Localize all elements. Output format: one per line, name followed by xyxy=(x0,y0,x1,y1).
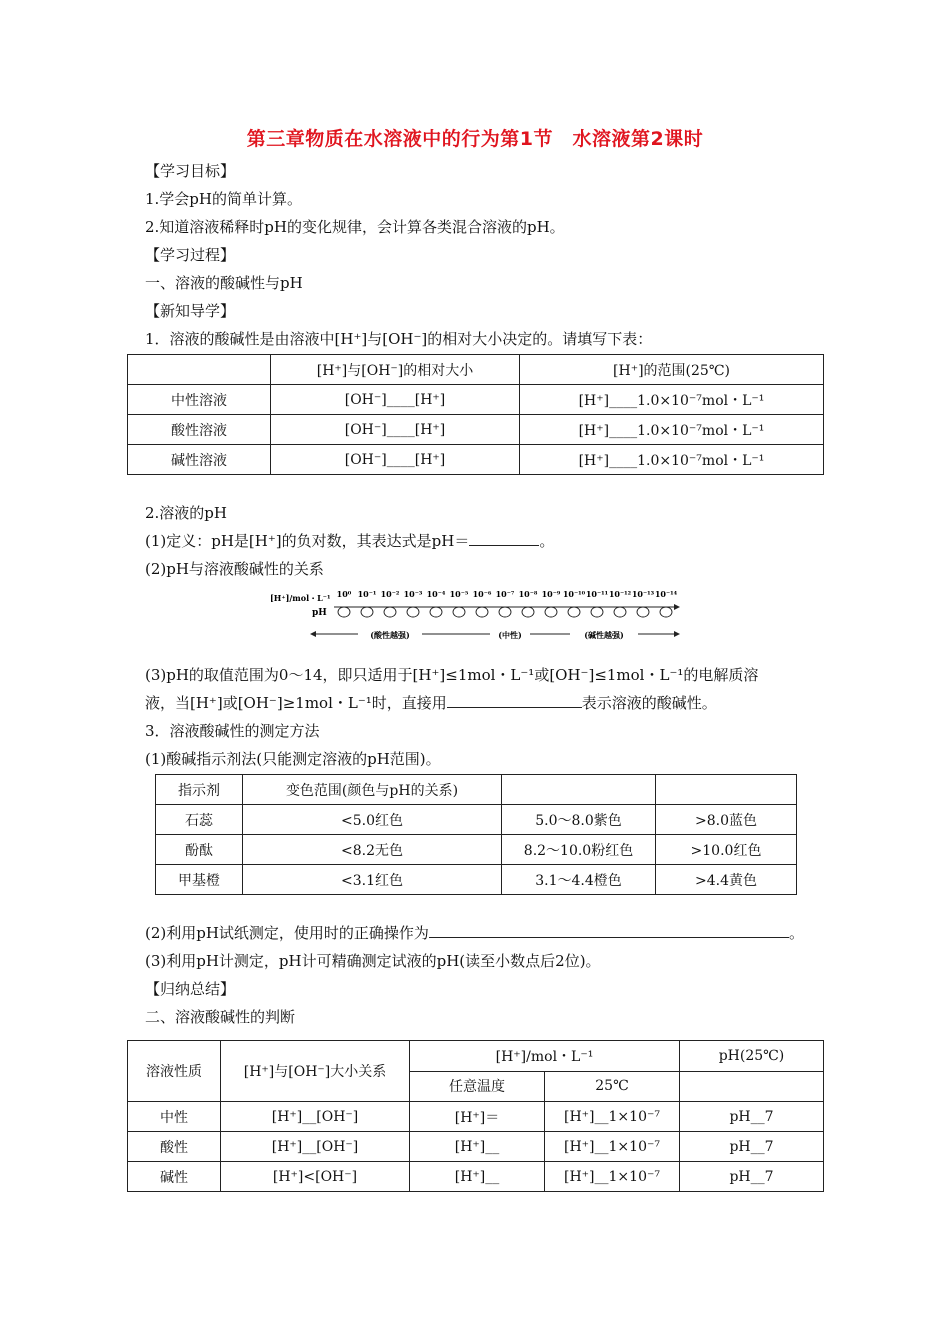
table3-cell: [H⁺]__ xyxy=(410,1132,545,1162)
table3-header-concentration: [H⁺]/mol・L⁻¹ xyxy=(410,1041,680,1072)
ph-relation-title: (2)pH与溶液酸碱性的关系 xyxy=(145,560,324,578)
table2-cell: <5.0红色 xyxy=(243,805,502,835)
ph-answer-circle[interactable] xyxy=(660,607,672,617)
acidity-table xyxy=(127,354,824,475)
indicator-table xyxy=(155,774,797,895)
new-knowledge-header: 【新知导学】 xyxy=(145,302,236,320)
neutral-label: (中性) xyxy=(498,630,522,640)
table3-header-relation: [H⁺]与[OH⁻]大小关系 xyxy=(221,1041,410,1102)
table2-cell: 甲基橙 xyxy=(156,865,243,895)
table2-cell: 8.2～10.0粉红色 xyxy=(502,835,656,865)
page-title: 第三章物质在水溶液中的行为第1节 水溶液第2课时 xyxy=(246,128,704,150)
scale-tick-label: 10⁻² xyxy=(380,589,400,599)
ph-answer-circle[interactable] xyxy=(637,607,649,617)
table2-cell: >4.4黄色 xyxy=(656,865,797,895)
answer-blank[interactable] xyxy=(447,693,582,708)
process-header: 【学习过程】 xyxy=(145,246,236,264)
ph-range-end: 表示溶液的酸碱性。 xyxy=(581,694,717,712)
ph-meter-line: (3)利用pH计测定，pH计可精确测定试液的pH(读至小数点后2位)。 xyxy=(145,952,601,970)
table1-header-empty xyxy=(128,355,271,385)
ph-answer-circle[interactable] xyxy=(545,607,557,617)
table1-cell: 碱性溶液 xyxy=(128,445,271,475)
ph-range-line2 xyxy=(145,692,717,713)
table1-cell: 酸性溶液 xyxy=(128,415,271,445)
scale-tick-label: 10⁻⁶ xyxy=(472,589,492,599)
table3-cell: [H⁺]＝ xyxy=(410,1102,545,1132)
table1-header-range: [H⁺]的范围(25℃) xyxy=(520,355,824,385)
table2-cell: 酚酞 xyxy=(156,835,243,865)
ph-definition-text: (1)定义：pH是[H⁺]的负对数，其表达式是pH＝ xyxy=(145,532,470,550)
table3-cell: [H⁺]__1×10⁻⁷ xyxy=(545,1132,680,1162)
table2-cell: <8.2无色 xyxy=(243,835,502,865)
scale-tick-label: 10⁻⁴ xyxy=(426,589,446,599)
indicator-intro: (1)酸碱指示剂法(只能测定溶液的pH范围)。 xyxy=(145,750,441,768)
table2-cell: 石蕊 xyxy=(156,805,243,835)
table2-cell: 5.0～8.0紫色 xyxy=(502,805,656,835)
table1-cell: [H⁺]____1.0×10⁻⁷mol・L⁻¹ xyxy=(520,445,824,475)
table3-cell: pH__7 xyxy=(680,1102,824,1132)
table3-cell: [H⁺]__[OH⁻] xyxy=(221,1102,410,1132)
table2-cell: <3.1红色 xyxy=(243,865,502,895)
base-label: (碱性越强) xyxy=(584,630,624,640)
ph-definition-end: 。 xyxy=(539,532,555,550)
table2-header: 变色范围(颜色与pH的关系) xyxy=(243,775,502,805)
acidity-judgement-table xyxy=(127,1040,824,1192)
table3-header-any-temp: 任意温度 xyxy=(410,1071,545,1102)
table1-cell: [OH⁻]____[H⁺] xyxy=(271,415,520,445)
scale-tick-label: 10⁻¹¹ xyxy=(585,589,609,599)
h-concentration-label: [H⁺]/mol・L⁻¹ xyxy=(270,593,331,603)
answer-blank[interactable] xyxy=(429,923,789,938)
scale-tick-label: 10⁻¹⁰ xyxy=(562,589,586,599)
acid-label: (酸性越强) xyxy=(370,630,410,640)
ph-answer-circle[interactable] xyxy=(522,607,534,617)
scale-tick-label: 10⁻¹⁴ xyxy=(654,589,678,599)
ph-range-text: 液，当[H⁺]或[OH⁻]≥1mol・L⁻¹时，直接用 xyxy=(145,694,447,712)
scale-ticks xyxy=(337,589,678,617)
ph-answer-circle[interactable] xyxy=(384,607,396,617)
objective-item-2: 2.知道溶液稀释时pH的变化规律，会计算各类混合溶液的pH。 xyxy=(145,218,565,236)
table3-header-25c: 25℃ xyxy=(545,1071,680,1102)
table3-cell: 中性 xyxy=(128,1102,221,1132)
table1-cell: [H⁺]____1.0×10⁻⁷mol・L⁻¹ xyxy=(520,385,824,415)
table3-cell: [H⁺]__ xyxy=(410,1162,545,1192)
table1-header-relation: [H⁺]与[OH⁻]的相对大小 xyxy=(271,355,520,385)
scale-tick-label: 10⁻⁵ xyxy=(449,589,469,599)
table3-header-ph-empty xyxy=(680,1071,824,1102)
table3-header-nature: 溶液性质 xyxy=(128,1041,221,1102)
acid-arrowhead xyxy=(310,631,316,637)
section2-title: 二、溶液酸碱性的判断 xyxy=(145,1008,296,1026)
table1-cell: [OH⁻]____[H⁺] xyxy=(271,445,520,475)
objective-item-1: 1.学会pH的简单计算。 xyxy=(145,190,302,208)
table3-cell: [H⁺]__1×10⁻⁷ xyxy=(545,1102,680,1132)
ph-label: pH xyxy=(312,608,327,618)
objectives-header: 【学习目标】 xyxy=(145,162,236,180)
table2-cell: >10.0红色 xyxy=(656,835,797,865)
scale-tick-label: 10⁻¹³ xyxy=(631,589,655,599)
ph-paper-end: 。 xyxy=(788,924,804,942)
table1-cell: 中性溶液 xyxy=(128,385,271,415)
ph-paper-text: (2)利用pH试纸测定，使用时的正确操作为 xyxy=(145,924,429,942)
ph-answer-circle[interactable] xyxy=(499,607,511,617)
table2-cell: >8.0蓝色 xyxy=(656,805,797,835)
scale-arrowhead xyxy=(674,604,680,610)
scale-tick-label: 10⁻¹ xyxy=(357,589,377,599)
ph-definition xyxy=(145,530,554,551)
ph-answer-circle[interactable] xyxy=(430,607,442,617)
table3-cell: [H⁺]<[OH⁻] xyxy=(221,1162,410,1192)
ph-title: 2.溶液的pH xyxy=(145,504,227,522)
table3-cell: 碱性 xyxy=(128,1162,221,1192)
table3-cell: [H⁺]__[OH⁻] xyxy=(221,1132,410,1162)
ph-answer-circle[interactable] xyxy=(361,607,373,617)
table1-cell: [H⁺]____1.0×10⁻⁷mol・L⁻¹ xyxy=(520,415,824,445)
ph-answer-circle[interactable] xyxy=(614,607,626,617)
scale-tick-label: 10⁰ xyxy=(336,589,352,599)
ph-answer-circle[interactable] xyxy=(476,607,488,617)
question1-text: 1．溶液的酸碱性是由溶液中[H⁺]与[OH⁻]的相对大小决定的。请填写下表： xyxy=(145,330,653,348)
answer-blank[interactable] xyxy=(469,531,539,546)
section1-title: 一、溶液的酸碱性与pH xyxy=(145,274,303,292)
summary-header: 【归纳总结】 xyxy=(145,980,236,998)
ph-answer-circle[interactable] xyxy=(453,607,465,617)
ph-answer-circle[interactable] xyxy=(568,607,580,617)
scale-tick-label: 10⁻⁸ xyxy=(518,589,538,599)
table3-header-ph: pH(25℃) xyxy=(680,1041,824,1072)
table2-header xyxy=(502,775,656,805)
ph-scale-diagram xyxy=(270,588,690,648)
ph-answer-circle[interactable] xyxy=(338,607,350,617)
scale-tick-label: 10⁻¹² xyxy=(608,589,632,599)
ph-answer-circle[interactable] xyxy=(591,607,603,617)
table2-header: 指示剂 xyxy=(156,775,243,805)
table2-header xyxy=(656,775,797,805)
scale-tick-label: 10⁻³ xyxy=(403,589,423,599)
table3-cell: 酸性 xyxy=(128,1132,221,1162)
table3-cell: pH__7 xyxy=(680,1162,824,1192)
scale-tick-label: 10⁻⁷ xyxy=(495,589,515,599)
measurement-title: 3．溶液酸碱性的测定方法 xyxy=(145,722,320,740)
base-arrowhead xyxy=(674,631,680,637)
table2-cell: 3.1～4.4橙色 xyxy=(502,865,656,895)
table3-cell: [H⁺]__1×10⁻⁷ xyxy=(545,1162,680,1192)
scale-tick-label: 10⁻⁹ xyxy=(541,589,561,599)
ph-paper-line xyxy=(145,922,804,943)
table1-cell: [OH⁻]____[H⁺] xyxy=(271,385,520,415)
ph-answer-circle[interactable] xyxy=(407,607,419,617)
ph-range-line1: (3)pH的取值范围为0～14，即只适用于[H⁺]≤1mol・L⁻¹或[OH⁻]≤1mol・L⁻¹的电解质溶 xyxy=(145,666,759,684)
table3-cell: pH__7 xyxy=(680,1132,824,1162)
